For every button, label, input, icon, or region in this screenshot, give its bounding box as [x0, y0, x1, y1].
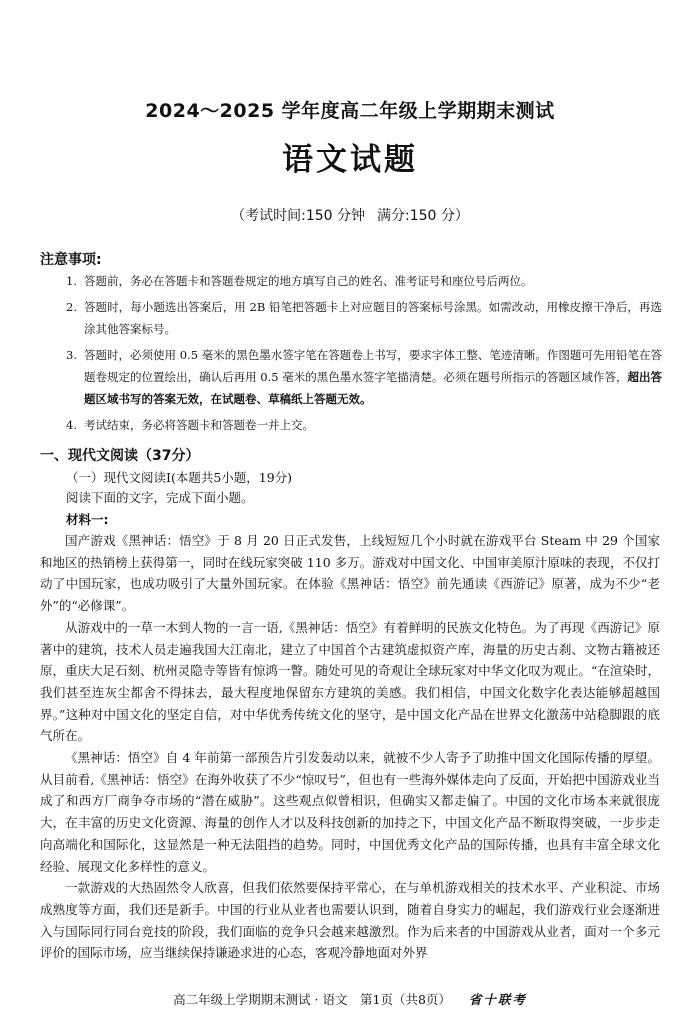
notice-text: 考试结束，务必将答题卡和答题卷一并上交。 — [84, 418, 314, 432]
notice-text: 答题时，每小题选出答案后，用 2B 铅笔把答题卡上对应题目的答案标号涂黑。如需改动，用橡皮擦干净后，再选涂其他答案标号。 — [84, 300, 662, 336]
notice-item — [66, 414, 662, 436]
section-heading: 一、现代文阅读（37分） — [40, 448, 200, 464]
material-label: 材料一: — [66, 512, 109, 527]
reading-instruction: 阅读下面的文字，完成下面小题。 — [66, 490, 254, 505]
notice-number: 2. — [66, 300, 77, 314]
notice-text: 答题前，务必在答题卡和答题卷规定的地方填写自己的姓名、准考证号和座位号后两位。 — [84, 274, 533, 288]
footer-brand: 省十联考 — [468, 992, 527, 1007]
sub-section-heading: （一）现代文阅读Ⅰ(本题共5小题，19分) — [66, 470, 293, 485]
footer-page-info: 高二年级上学期期末测试 · 语文 第1页（共8页） — [173, 992, 451, 1007]
page-footer — [0, 990, 700, 1008]
notice-item — [66, 270, 662, 292]
paragraph: 从游戏中的一草一木到人物的一言一语,《黑神话：悟空》有着鲜明的民族文化特色。为了再现《西游记》原著中的建筑，技术人员走遍我国大江南北，建立了中国首个古建筑虚拟资产库，海量的历史古刹、文物古籍被还原，重庆大足石刻、杭州灵隐寺等皆有惊鸿一瞥。随处可见的奇观让全球玩家对中华文化叹为观止。“在渲染时，我们甚至连灰尘都舍不得抹去，最大程度地保留东方建筑的美感。我们相信，中国文化数字化表达能够超越国界。”这种对中国文化的坚定自信，对中华优秀传统文化的坚守，是中国文化产品在世界文化激荡中站稳脚跟的底气所在。 — [40, 619, 660, 744]
paragraph: 一款游戏的大热固然令人欣喜，但我们依然要保持平常心，在与单机游戏相关的技术水平、产业积淀、市场成熟度等方面，我们还是新手。中国的行业从业者也需要认识到，随着自身实力的崛起，我们游戏行业会逐渐进入与国际同行同台竞技的阶段，我们面临的竞争只会越来越激烈。作为后来者的中国游戏从业者，面对一个多元评价的国际市场，应当继续保持谦逊求进的心态，客观冷静地面对外界 — [40, 880, 660, 961]
notice-list — [66, 270, 662, 440]
notice-item — [66, 344, 662, 410]
exam-time: （考试时间:150 分钟 — [231, 208, 365, 224]
notice-text-main: 答题时，必须使用 0.5 毫米的黑色墨水签字笔在答题卷上书写，要求字体工整、笔迹清晰。作图题可先用铅笔在答题卷规定的位置绘出，确认后再用 0.5 毫米的黑色墨水签字笔描清楚。必须在题号所指示的答题区域作答， — [84, 348, 662, 384]
notice-item — [66, 296, 662, 340]
exam-main-title: 2024～2025 学年度高二年级上学期期末测试 — [145, 100, 555, 122]
notice-number: 4. — [66, 418, 77, 432]
paragraph: 《黑神话：悟空》自 4 年前第一部预告片引发轰动以来，就被不少人寄予了助推中国文化国际传播的厚望。从目前看,《黑神话：悟空》在海外收获了不少“惊叹号”，但也有一些海外媒体走向了反面，开始把中国游戏业当成了和西方厂商争夺市场的“潜在威胁”。这些观点似曾相识，但确实又都走偏了。中国的文化市场本来就很庞大，在丰富的历史文化资源、海量的创作人才以及科技创新的加持之下，中国文化产品不断取得突破，一步步走向高端化和国际化，这显然是一种无法阻挡的趋势。同时，中国优秀文化产品的国际传播，也具有丰富全球文化经验、展现文化多样性的意义。 — [40, 750, 660, 874]
notice-text-bold: 超出答题区域书写的答案无效，在试题卷、草稿纸上答题无效。 — [84, 370, 662, 406]
exam-info — [0, 205, 700, 225]
paragraph: 国产游戏《黑神话：悟空》于 8 月 20 日正式发售，上线短短几个小时就在游戏平台 Steam 中 29 个国家和地区的热销榜上获得第一，同时在线玩家突破 110 多万。游戏对中国文化、中国审美原汁原味的表现，不仅打动了中国玩家，也成功吸引了大量外国玩家。在体验《黑神话：悟空》前先通读《西游记》原著，成为不少“老外”的“必修课”。 — [40, 533, 660, 614]
full-score: 满分:150 分） — [377, 208, 469, 224]
notice-heading: 注意事项: — [40, 252, 102, 268]
notice-text — [84, 344, 662, 410]
notice-number: 1. — [66, 274, 77, 288]
subject-title: 语文试题 — [282, 142, 418, 178]
material-body — [40, 530, 660, 964]
notice-number: 3. — [66, 348, 77, 362]
